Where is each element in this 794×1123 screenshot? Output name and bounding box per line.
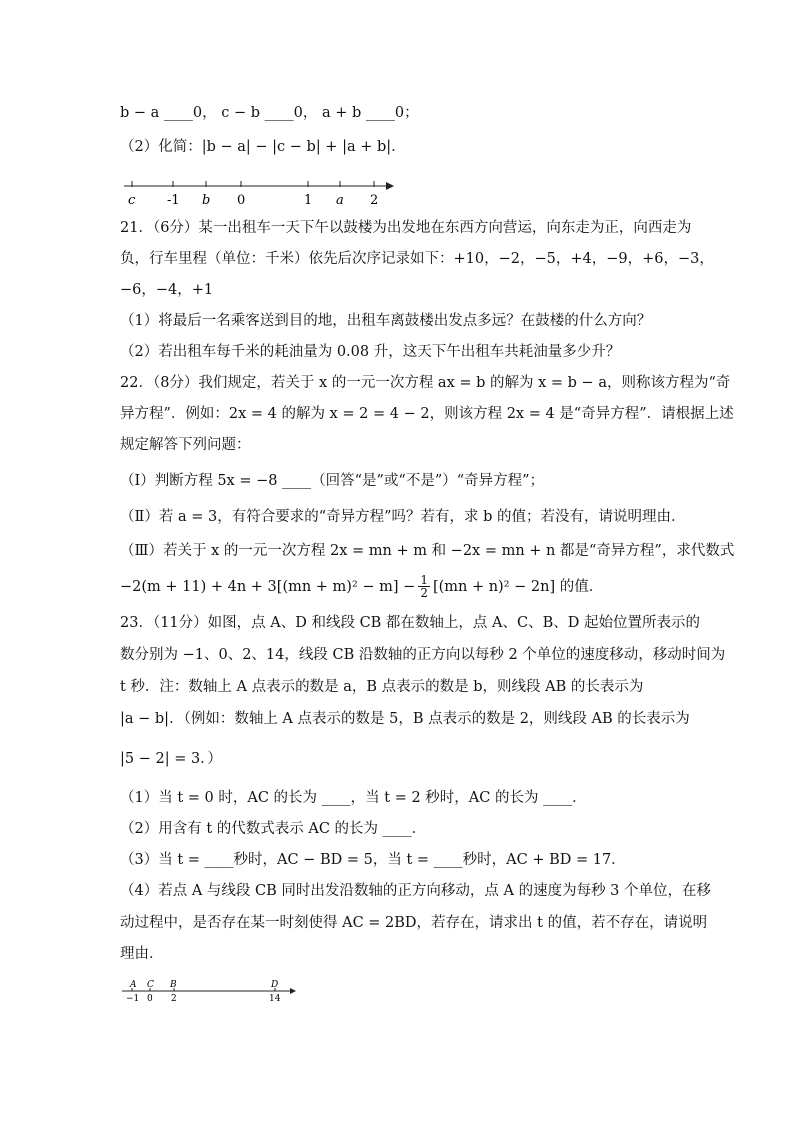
q23-number-line xyxy=(118,977,308,1007)
q22-stem-line3: 规定解答下列问题： xyxy=(120,437,251,453)
q20-axis-label: -1 xyxy=(167,193,180,208)
q22-fraction xyxy=(418,574,430,599)
q23-axis-value: 14 xyxy=(269,994,281,1004)
q22-fraction-numerator: 1 xyxy=(420,573,428,587)
q22-expression-part2: [(mn + n)² − 2n] 的值． xyxy=(432,578,604,595)
q23-sub4-line2: 动过程中，是否存在某一时刻使得 AC = 2BD，若存在，请求出 t 的值，若不存在，请说明 xyxy=(120,915,708,931)
q22-sub3-line1: （Ⅲ）若关于 x 的一元一次方程 2x = mn + m 和 −2x = mn + n 都是“奇异方程”，求代数式 xyxy=(120,543,735,559)
q23-stem-line1: 23．（11分）如图，点 A、D 和线段 CB 都在数轴上，点 A、C、B、D 起始位置所表示的 xyxy=(120,615,700,631)
q23-axis-value: 2 xyxy=(171,994,177,1004)
q23-point-label: B xyxy=(170,980,177,990)
q23-stem-line4: |a − b|．（例如：数轴上 A 点表示的数是 5，B 点表示的数是 2，则线段 AB 的长表示为 xyxy=(120,711,690,727)
q22-sub2: （Ⅱ）若 a = 3，有符合要求的“奇异方程”吗？若有，求 b 的值；若没有，请说明理由． xyxy=(120,509,686,525)
q22-fraction-denominator: 2 xyxy=(420,586,428,600)
q20-axis-label: a xyxy=(336,193,344,208)
q22-expression-part1: −2(m + 11) + 4n + 3[(mn + m)² − m] − xyxy=(120,578,416,595)
q23-point-label: D xyxy=(271,980,279,990)
q20-axis-label: 2 xyxy=(370,193,379,208)
q21-sub2: （2）若出租车每千米的耗油量为 0.08 升，这天下午出租车共耗油量多少升？ xyxy=(120,344,621,360)
q20-axis-label: 1 xyxy=(304,193,313,208)
q20-axis-label: 0 xyxy=(237,193,246,208)
q23-sub2: （2）用含有 t 的代数式表示 AC 的长为 ____． xyxy=(120,821,427,837)
q20-number-line xyxy=(118,176,408,210)
q22-sub3-expression xyxy=(120,574,690,599)
q23-sub3: （3）当 t = ____秒时，AC − BD = 5，当 t = ____秒时，AC + BD = 17． xyxy=(120,852,626,868)
q20-comparison-line: b − a ____0， c − b ____0， a + b ____0； xyxy=(120,105,419,121)
q23-axis-value: 0 xyxy=(147,994,153,1004)
q23-sub4-line3: 理由． xyxy=(120,946,164,962)
q23-stem-line2: 数分别为 −1、0、2、14，线段 CB 沿数轴的正方向以每秒 2 个单位的速度移动，移动时间为 xyxy=(120,647,726,663)
q23-stem-line3: t 秒．注：数轴上 A 点表示的数是 a，B 点表示的数是 b，则线段 AB 的长表示为 xyxy=(120,679,644,695)
q21-stem-line2: 负，行车里程（单位：千米）依先后次序记录如下：+10，−2，−5，+4，−9，+6，−3， xyxy=(120,251,714,267)
q21-stem-line3: −6，−4，+1 xyxy=(120,282,214,298)
q22-sub1: （Ⅰ）判断方程 5x = −8 ____（回答“是”或“不是”）“奇异方程”； xyxy=(120,473,545,489)
q20-axis-arrow xyxy=(386,182,394,190)
q20-simplify-line: （2）化简：|b − a| − |c − b| + |a + b|． xyxy=(120,139,406,155)
q23-axis-arrow xyxy=(290,988,296,994)
q23-stem-line5: |5 − 2| = 3．） xyxy=(120,751,222,767)
q21-stem-line1: 21．（6分）某一出租车一天下午以鼓楼为出发地在东西方向营运，向东走为正，向西走为 xyxy=(120,220,692,236)
q23-sub1: （1）当 t = 0 时，AC 的长为 ____，当 t = 2 秒时，AC 的长为 ____． xyxy=(120,790,587,806)
q22-stem-line2: 异方程”．例如：2x = 4 的解为 x = 2 = 4 − 2，则该方程 2x = 4 是“奇异方程”．请根据上述 xyxy=(120,406,734,422)
q23-axis-value: −1 xyxy=(126,994,140,1004)
q23-point-label: A xyxy=(130,980,137,990)
q21-sub1: （1）将最后一名乘客送到目的地，出租车离鼓楼出发点多远？在鼓楼的什么方向？ xyxy=(120,313,652,329)
q22-stem-line1: 22．（8分）我们规定，若关于 x 的一元一次方程 ax = b 的解为 x = b − a，则称该方程为“奇 xyxy=(120,375,731,391)
q23-sub4-line1: （4）若点 A 与线段 CB 同时出发沿数轴的正方向移动，点 A 的速度为每秒 3 个单位，在移 xyxy=(120,883,712,899)
q20-axis-label: b xyxy=(202,193,211,208)
q20-axis-label: c xyxy=(128,193,136,208)
q23-point-label: C xyxy=(147,980,154,990)
